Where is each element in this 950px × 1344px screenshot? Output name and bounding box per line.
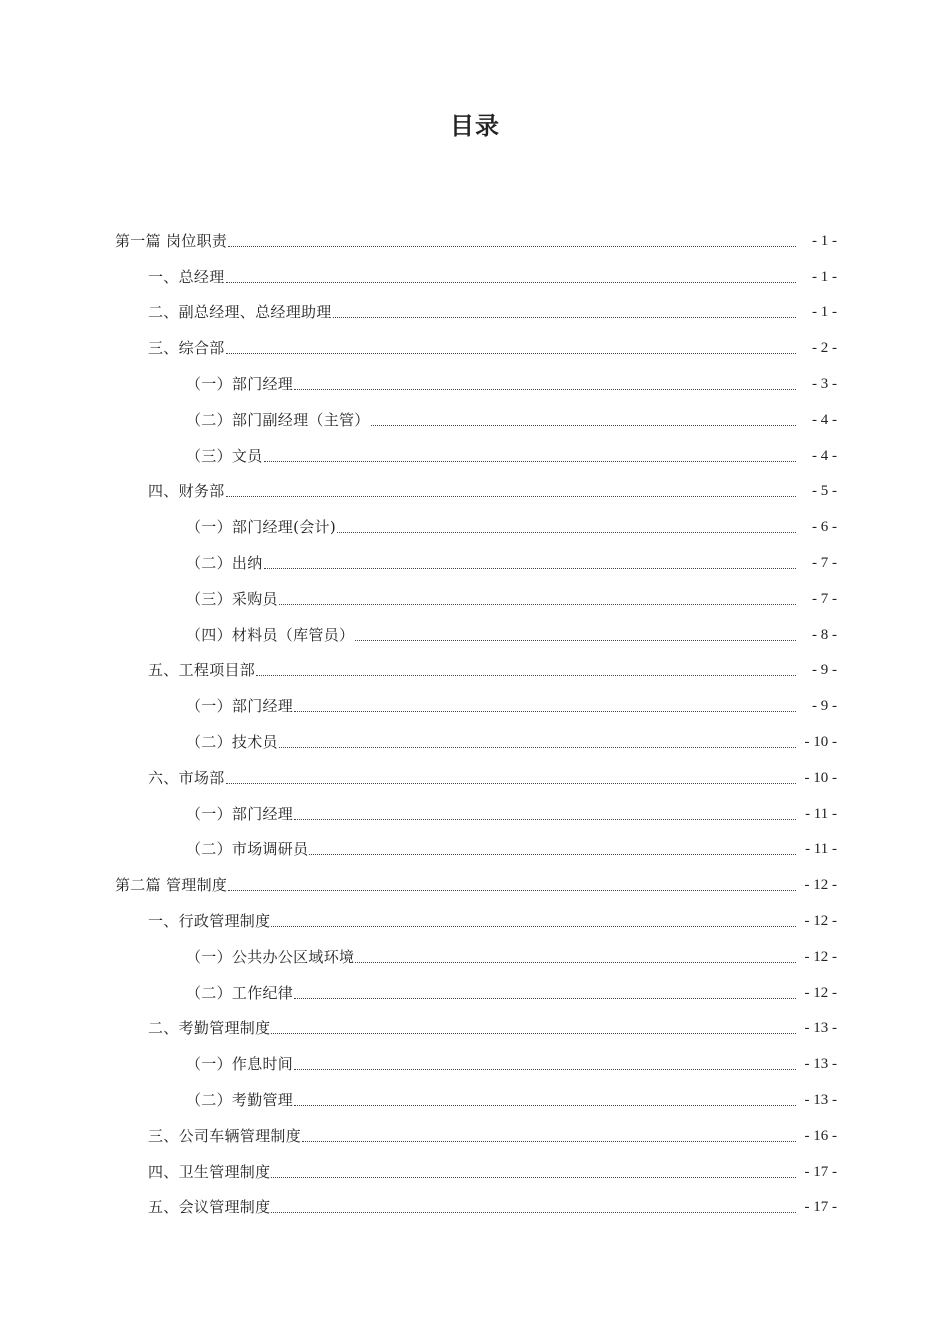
toc-entry[interactable]	[0, 438, 950, 474]
toc-entry-text: 二、考勤管理制度	[148, 1019, 271, 1038]
toc-leader-dots	[271, 911, 796, 931]
toc-entry-text: （一）部门经理	[186, 804, 294, 823]
toc-leader-dots	[226, 267, 796, 287]
toc-page-number: - 10 -	[804, 734, 837, 751]
toc-page-number: - 5 -	[812, 483, 837, 500]
toc-page-number: - 9 -	[812, 698, 837, 715]
toc-page-number: - 13 -	[804, 1020, 837, 1037]
toc-entry-text: （一）公共办公区域环境	[186, 947, 355, 966]
toc-entry-text: 一、总经理	[148, 267, 225, 286]
toc-entry[interactable]	[0, 259, 950, 295]
toc-leader-dots	[271, 1197, 796, 1217]
toc-entry[interactable]	[0, 832, 950, 868]
toc-entry-text: （四）材料员（库管员）	[186, 625, 355, 644]
toc-entry-text: （一）部门经理	[186, 375, 294, 394]
toc-entry[interactable]	[0, 867, 950, 903]
toc-leader-dots	[279, 589, 796, 609]
toc-entry-text: （一）作息时间	[186, 1055, 294, 1074]
toc-leader-dots	[271, 1162, 796, 1182]
toc-page-number: - 17 -	[804, 1199, 837, 1216]
toc-entry-text: 四、卫生管理制度	[148, 1162, 271, 1181]
toc-entry-text: （一）部门经理	[186, 697, 294, 716]
toc-entry[interactable]	[0, 402, 950, 438]
toc-entry[interactable]	[0, 1154, 950, 1190]
toc-leader-dots	[279, 732, 796, 752]
toc-entry-text: （一）部门经理(会计)	[186, 518, 337, 537]
toc-entry-text: （二）工作纪律	[186, 983, 294, 1002]
toc-entry[interactable]	[0, 509, 950, 545]
toc-entry-text: （二）市场调研员	[186, 840, 309, 859]
toc-page-number: - 12 -	[804, 948, 837, 965]
toc-entry-text: （二）考勤管理	[186, 1091, 294, 1110]
toc-list	[0, 223, 950, 1225]
toc-page-number: - 7 -	[812, 590, 837, 607]
toc-leader-dots	[309, 839, 796, 859]
toc-leader-dots	[226, 768, 796, 788]
toc-leader-dots	[228, 231, 796, 251]
toc-leader-dots	[294, 983, 796, 1003]
toc-leader-dots	[271, 1018, 796, 1038]
toc-entry[interactable]	[0, 724, 950, 760]
toc-entry[interactable]	[0, 688, 950, 724]
toc-page-number: - 8 -	[812, 626, 837, 643]
toc-leader-dots	[302, 1126, 796, 1146]
toc-page-number: - 12 -	[804, 984, 837, 1001]
toc-entry-text: （二）出纳	[186, 554, 263, 573]
toc-page-number: - 7 -	[812, 555, 837, 572]
toc-entry[interactable]	[0, 1011, 950, 1047]
toc-entry-text: 五、工程项目部	[148, 661, 256, 680]
toc-entry[interactable]	[0, 581, 950, 617]
toc-page-number: - 10 -	[804, 769, 837, 786]
toc-page-number: - 4 -	[812, 411, 837, 428]
toc-entry[interactable]	[0, 1082, 950, 1118]
toc-leader-dots	[294, 1054, 796, 1074]
toc-leader-dots	[226, 481, 796, 501]
toc-page-number: - 1 -	[812, 232, 837, 249]
toc-leader-dots	[355, 947, 796, 967]
toc-leader-dots	[355, 625, 796, 645]
toc-title: 目录	[450, 112, 500, 140]
toc-entry[interactable]	[0, 1190, 950, 1226]
toc-leader-dots	[333, 302, 796, 322]
toc-page-number: - 11 -	[805, 841, 837, 858]
toc-leader-dots	[264, 446, 796, 466]
toc-page-number: - 13 -	[804, 1056, 837, 1073]
toc-entry[interactable]	[0, 1046, 950, 1082]
toc-entry[interactable]	[0, 366, 950, 402]
toc-leader-dots	[294, 374, 796, 394]
toc-leader-dots	[371, 410, 796, 430]
toc-page-number: - 17 -	[804, 1163, 837, 1180]
toc-entry-text: 一、行政管理制度	[148, 912, 271, 931]
toc-leader-dots	[264, 553, 796, 573]
toc-entry-text: 四、财务部	[148, 482, 225, 501]
toc-entry[interactable]	[0, 617, 950, 653]
toc-page-number: - 6 -	[812, 519, 837, 536]
toc-entry[interactable]	[0, 295, 950, 331]
toc-entry[interactable]	[0, 975, 950, 1011]
toc-entry[interactable]	[0, 474, 950, 510]
toc-leader-dots	[256, 660, 796, 680]
toc-entry-text: （二）部门副经理（主管）	[186, 410, 370, 429]
toc-entry[interactable]	[0, 330, 950, 366]
toc-entry-text: 三、公司车辆管理制度	[148, 1126, 302, 1145]
toc-entry-text: 二、副总经理、总经理助理	[148, 303, 332, 322]
toc-entry-text: （二）技术员	[186, 733, 278, 752]
toc-leader-dots	[294, 804, 796, 824]
toc-entry-text: 五、会议管理制度	[148, 1198, 271, 1217]
toc-entry[interactable]	[0, 796, 950, 832]
toc-page-number: - 9 -	[812, 662, 837, 679]
toc-entry[interactable]	[0, 1118, 950, 1154]
toc-page-number: - 3 -	[812, 376, 837, 393]
toc-entry-text: 第二篇 管理制度	[115, 876, 228, 895]
toc-entry[interactable]	[0, 545, 950, 581]
toc-page-number: - 12 -	[804, 913, 837, 930]
toc-page-number: - 2 -	[812, 340, 837, 357]
toc-leader-dots	[337, 517, 796, 537]
toc-page-number: - 11 -	[805, 805, 837, 822]
toc-entry[interactable]	[0, 939, 950, 975]
toc-page-number: - 4 -	[812, 447, 837, 464]
toc-entry-text: 三、综合部	[148, 339, 225, 358]
toc-entry-text: （三）文员	[186, 446, 263, 465]
toc-entry[interactable]	[0, 223, 950, 259]
toc-entry[interactable]	[0, 903, 950, 939]
toc-entry[interactable]	[0, 760, 950, 796]
toc-page-number: - 16 -	[804, 1127, 837, 1144]
toc-entry-text: 六、市场部	[148, 768, 225, 787]
toc-leader-dots	[294, 696, 796, 716]
toc-entry-text: 第一篇 岗位职责	[115, 231, 228, 250]
toc-page-number: - 1 -	[812, 268, 837, 285]
toc-leader-dots	[228, 875, 796, 895]
toc-page-number: - 13 -	[804, 1092, 837, 1109]
toc-entry[interactable]	[0, 653, 950, 689]
toc-page-number: - 1 -	[812, 304, 837, 321]
toc-leader-dots	[226, 338, 796, 358]
toc-entry-text: （三）采购员	[186, 589, 278, 608]
toc-leader-dots	[294, 1090, 796, 1110]
toc-page-number: - 12 -	[804, 877, 837, 894]
